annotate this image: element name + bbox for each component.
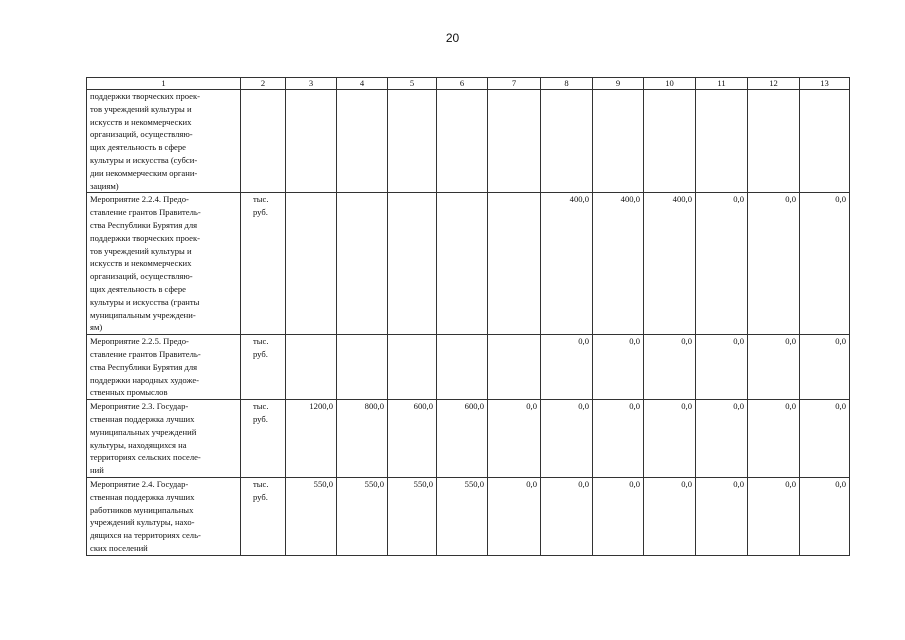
value-cell: 600,0 (388, 400, 437, 478)
table-row (87, 335, 850, 400)
unit-line: тыс. (253, 336, 269, 347)
measure-name-line: поддержки творческих проек- (90, 91, 201, 101)
value-cell (748, 90, 800, 193)
value-cell: 0,0 (644, 400, 696, 478)
value-cell: 0,0 (541, 477, 593, 555)
column-header: 3 (286, 78, 337, 90)
value-cell: 0,0 (593, 335, 644, 400)
value-cell: 800,0 (337, 400, 388, 478)
column-header: 10 (644, 78, 696, 90)
page-number: 20 (445, 31, 460, 45)
value-cell (644, 90, 696, 193)
unit-cell (241, 335, 286, 400)
budget-table (86, 77, 850, 556)
measure-name-cell (87, 193, 241, 335)
value-cell: 0,0 (696, 477, 748, 555)
measure-name-line: искусств и некоммерческих (90, 116, 192, 127)
value-cell (541, 90, 593, 193)
value-cell (696, 90, 748, 193)
unit-line: руб. (253, 207, 268, 218)
unit-line: руб. (253, 413, 268, 424)
value-cell: 0,0 (748, 335, 800, 400)
table-row (87, 193, 850, 335)
measure-name-line: щих деятельность в сфере (90, 283, 186, 294)
measure-name-line: ственная поддержка лучших (90, 413, 195, 424)
measure-name-line: Мероприятие 2.4. Государ- (90, 478, 189, 489)
value-cell: 0,0 (488, 477, 541, 555)
unit-cell (241, 193, 286, 335)
measure-name-line: Мероприятие 2.3. Государ- (90, 401, 189, 412)
value-cell: 400,0 (644, 193, 696, 335)
column-header: 2 (241, 78, 286, 90)
value-cell (593, 90, 644, 193)
unit-line: руб. (253, 348, 268, 359)
measure-name-cell (87, 477, 241, 555)
column-header: 12 (748, 78, 800, 90)
value-cell (388, 193, 437, 335)
measure-name-line: ставление грантов Правитель- (90, 348, 201, 359)
measure-name-line: ний (90, 465, 104, 476)
value-cell: 0,0 (696, 193, 748, 335)
value-cell: 0,0 (800, 400, 850, 478)
measure-name-line: учреждений культуры, нахо- (90, 517, 195, 528)
measure-name-cell (87, 335, 241, 400)
measure-name-line: ставление грантов Правитель- (90, 207, 201, 218)
table-body (87, 90, 850, 556)
value-cell (437, 193, 488, 335)
measure-name-line: поддержки творческих проек- (90, 232, 201, 243)
measure-name-line: ственных промыслов (90, 387, 168, 398)
unit-line: тыс. (253, 194, 269, 205)
unit-line: тыс. (253, 401, 269, 412)
unit-cell (241, 477, 286, 555)
value-cell: 0,0 (800, 193, 850, 335)
value-cell: 0,0 (593, 477, 644, 555)
value-cell: 0,0 (748, 193, 800, 335)
value-cell (437, 90, 488, 193)
value-cell (800, 90, 850, 193)
column-header: 5 (388, 78, 437, 90)
column-header: 8 (541, 78, 593, 90)
measure-name-line: муниципальных учреждений (90, 426, 197, 437)
measure-name-line: тов учреждений культуры и (90, 103, 192, 114)
value-cell (388, 90, 437, 193)
value-cell: 550,0 (337, 477, 388, 555)
value-cell (286, 90, 337, 193)
value-cell (388, 335, 437, 400)
value-cell: 550,0 (388, 477, 437, 555)
value-cell: 400,0 (541, 193, 593, 335)
column-header: 4 (337, 78, 388, 90)
measure-name-line: культуры и искусства (гранты (90, 296, 200, 307)
value-cell (437, 335, 488, 400)
value-cell: 0,0 (541, 400, 593, 478)
column-header: 6 (437, 78, 488, 90)
measure-name-line: ям) (90, 322, 103, 333)
unit-line: тыс. (253, 478, 269, 489)
column-header: 11 (696, 78, 748, 90)
table-row (87, 400, 850, 478)
value-cell: 0,0 (696, 335, 748, 400)
measure-name-line: Мероприятие 2.2.5. Предо- (90, 336, 189, 347)
value-cell: 550,0 (286, 477, 337, 555)
value-cell: 0,0 (800, 477, 850, 555)
column-header: 9 (593, 78, 644, 90)
unit-cell (241, 90, 286, 193)
value-cell (488, 335, 541, 400)
measure-name-cell (87, 400, 241, 478)
value-cell: 0,0 (748, 400, 800, 478)
column-header: 1 (87, 78, 241, 90)
value-cell (286, 335, 337, 400)
value-cell: 1200,0 (286, 400, 337, 478)
value-cell: 0,0 (696, 400, 748, 478)
value-cell: 0,0 (541, 335, 593, 400)
value-cell: 0,0 (488, 400, 541, 478)
measure-name-line: тов учреждений культуры и (90, 245, 192, 256)
value-cell: 0,0 (593, 400, 644, 478)
table-row (87, 90, 850, 193)
measure-name-line: ских поселений (90, 542, 148, 553)
value-cell: 0,0 (800, 335, 850, 400)
value-cell (337, 193, 388, 335)
measure-name-line: культуры, находящихся на (90, 439, 187, 450)
value-cell: 0,0 (644, 335, 696, 400)
value-cell: 400,0 (593, 193, 644, 335)
measure-name-line: дящихся на территориях сель- (90, 530, 201, 541)
value-cell (488, 90, 541, 193)
value-cell (488, 193, 541, 335)
column-header: 7 (488, 78, 541, 90)
table-row (87, 477, 850, 555)
measure-name-line: поддержки народных художе- (90, 374, 199, 385)
measure-name-line: Мероприятие 2.2.4. Предо- (90, 194, 189, 205)
measure-name-line: зациям) (90, 180, 119, 191)
measure-name-line: работников муниципальных (90, 504, 194, 515)
unit-line: руб. (253, 491, 268, 502)
measure-name-cell (87, 90, 241, 193)
measure-name-line: культуры и искусства (субси- (90, 154, 198, 165)
measure-name-line: искусств и некоммерческих (90, 258, 192, 269)
unit-cell (241, 400, 286, 478)
column-header: 13 (800, 78, 850, 90)
measure-name-line: дии некоммерческим органи- (90, 167, 198, 178)
measure-name-line: ства Республики Бурятия для (90, 361, 198, 372)
measure-name-line: организаций, осуществляю- (90, 129, 193, 140)
value-cell: 550,0 (437, 477, 488, 555)
value-cell (337, 335, 388, 400)
value-cell: 0,0 (644, 477, 696, 555)
value-cell (337, 90, 388, 193)
value-cell: 600,0 (437, 400, 488, 478)
header-row (87, 78, 850, 90)
measure-name-line: территориях сельских поселе- (90, 452, 201, 463)
value-cell: 0,0 (748, 477, 800, 555)
measure-name-line: ства Республики Бурятия для (90, 219, 198, 230)
measure-name-line: муниципальным учреждени- (90, 309, 196, 320)
measure-name-line: щих деятельность в сфере (90, 142, 186, 153)
measure-name-line: ственная поддержка лучших (90, 491, 195, 502)
measure-name-line: организаций, осуществляю- (90, 271, 193, 282)
value-cell (286, 193, 337, 335)
